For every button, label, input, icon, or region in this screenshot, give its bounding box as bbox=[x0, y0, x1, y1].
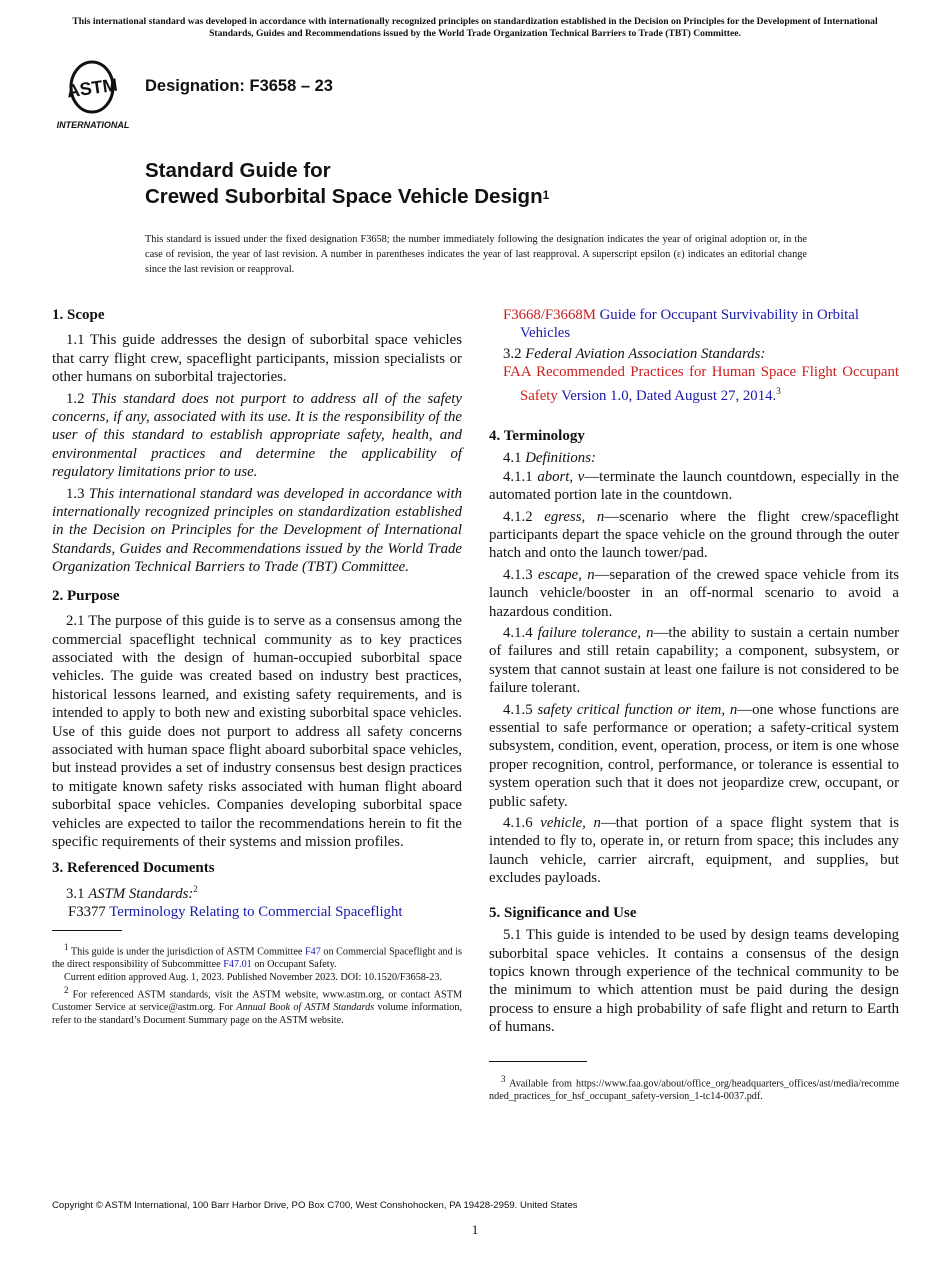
wto-notice: This international standard was developed in accordance with internationally recognized principles on standardization established in the Decision on Principles for the Development of International Standards, Guides and Recommendations issued by the World Trade Organization Technical Barriers to Trade (TBT) Committee. bbox=[72, 16, 878, 39]
svg-text:INTERNATIONAL: INTERNATIONAL bbox=[56, 120, 130, 130]
right-column bbox=[489, 306, 899, 1103]
footnote-rule bbox=[52, 930, 122, 931]
page-title bbox=[145, 158, 549, 210]
copyright-footer: Copyright © ASTM International, 100 Barr Harbor Drive, PO Box C700, West Conshohocken, PA 19428-2959. United States bbox=[52, 1200, 578, 1211]
term-safety-critical: 4.1.5 safety critical function or item, n—one whose functions are essential to safe performance or operation; a safety-critical system subsystem, condition, event, operation, process, or item is one whose proper recognition, control, performance, or tolerance is essential to system operation such that it does not jeopardize crew, occupant, or public safety. bbox=[489, 701, 900, 810]
title-line-2: Crewed Suborbital Space Vehicle Design$^1$ bbox=[145, 185, 550, 208]
edition-note: Current edition approved Aug. 1, 2023. Published November 2023. DOI: 10.1520/F3658-23. bbox=[64, 971, 443, 983]
purpose-heading: 2. Purpose bbox=[52, 587, 120, 604]
term-egress: 4.1.2 egress, n—scenario where the flight crew/spaceflight participants depart the space vehicle on the ground through the outer hatch and onto the launch tower/pad. bbox=[489, 508, 900, 562]
footnote-rule-right bbox=[489, 1061, 587, 1062]
term-vehicle: 4.1.6 vehicle, n—that portion of a space flight system that is intended to fly to, operate in, or return from space; this includes any launch vehicle, carrier aircraft, equipment, and supplies, but excludes payloads. bbox=[489, 815, 899, 887]
scope-1-1: 1.1 This guide addresses the design of suborbital space vehicles that carry flight crew, spaceflight participants, mission specialists or other humans on suborbital trajectories. bbox=[52, 332, 462, 386]
issuance-note: This standard is issued under the fixed designation F3658; the number immediately following the designation indicates the year of original adoption or, in the case of revision, the year of last revision. A number in parentheses indicates the year of last reapproval. A superscript epsilon (ε) indicates an editorial change since the last revision or reapproval. bbox=[145, 234, 807, 275]
term-escape: 4.1.3 escape, n—separation of the crewed space vehicle from its launch vehicle/booster in an off-normal scenario to avoid a hazardous condition. bbox=[489, 566, 899, 620]
scope-1-3: 1.3 This international standard was developed in accordance with internationally recognized principles on standardization established in the Decision on Principles for the Development of International Standards, Guides and Recommendations issued by the World Trade Organization Technical Barriers to Trade (TBT) Committee. bbox=[52, 485, 462, 576]
term-failure-tolerance: 4.1.4 failure tolerance, n—the ability to sustain a certain number of failures and still retain capability; a component, subsystem, or system that cannot sustain at least one failure is not considered to be failure tolerant. bbox=[489, 625, 899, 697]
page-number: 1 bbox=[471, 1222, 479, 1237]
svg-text:ASTM: ASTM bbox=[65, 74, 119, 102]
title-footnote-mark: 1 bbox=[542, 188, 550, 202]
faa-standards-label: 3.2 Federal Aviation Association Standards: bbox=[503, 345, 766, 362]
significance-5-1: 5.1 This guide is intended to be used by design teams developing suborbital space vehicles. It contains a consensus of the design topics known through experience of the technical community to be the minimum to which attention must be paid during the design process to ensure a high probability of safe flight and return to Earth of humans. bbox=[489, 927, 899, 1036]
title-line-1: Standard Guide for bbox=[145, 159, 331, 182]
scope-1-2: 1.2 This standard does not purport to address all of the safety concerns, if any, associated with its use. It is the responsibility of the user of this standard to establish appropriate safety, health, and environmental practices and determine the applicability of regulatory limitations prior to use. bbox=[52, 390, 462, 481]
ref-faa[interactable]: FAA Recommended Practices for Human Space Flight Occupant Safety Version 1.0, Dated August 27, 2014.$^3$ bbox=[503, 364, 899, 404]
astm-logo bbox=[52, 56, 136, 132]
footnote-2: $^2$ For referenced ASTM standards, visit the ASTM website, www.astm.org, or contact ASTM Customer Service at service@astm.org. For Annual Book of ASTM Standards volume information, refer to the standard’s Document Summary page on the ASTM website. bbox=[52, 984, 463, 1027]
definitions-label: 4.1 Definitions: bbox=[503, 450, 596, 467]
footnotes-right bbox=[489, 1073, 899, 1103]
astm-standards-label: 3.1 ASTM Standards:$^2$ bbox=[66, 883, 198, 902]
designation: Designation: F3658 – 23 bbox=[145, 77, 333, 95]
footnote-3: $^3$ Available from https://www.faa.gov/about/office_org/headquarters_offices/ast/media/recommended_practices_for_hsf_occupant_safety-version_1-tc14-0037.pdf. bbox=[489, 1073, 900, 1102]
ref-f3377[interactable]: F3377 Terminology Relating to Commercial Spaceflight bbox=[68, 904, 403, 921]
f47-01-link[interactable]: F47.01 bbox=[223, 958, 252, 970]
ref-f3668[interactable]: F3668/F3668M Guide for Occupant Survivability in Orbital Vehicles bbox=[503, 307, 859, 342]
purpose-2-1: 2.1 The purpose of this guide is to serve as a consensus among the commercial spaceflight technical community as to key practices associated with the design of human-occupied suborbital space vehicles. The guide was created based on industry best practices, historical lessons learned, and existing safety requirements, and is intended to apply to both new and existing suborbital space vehicles. Use of this guide does not purport to address all safety concerns associated with human space flight aboard suborbital space vehicles, but instead provides a set of industry consensus best design practices to mitigate known safety risks associated with human flight aboard suborbital space vehicles. Companies developing suborbital space vehicles are expected to tailor the recommendations herein to fit the specific requirements of their systems and mission profiles. bbox=[52, 613, 462, 850]
terminology-heading: 4. Terminology bbox=[489, 427, 585, 444]
referenced-heading: 3. Referenced Documents bbox=[52, 860, 215, 877]
f47-link[interactable]: F47 bbox=[304, 945, 321, 957]
scope-heading: 1. Scope bbox=[52, 307, 105, 323]
left-column bbox=[52, 306, 462, 1027]
significance-heading: 5. Significance and Use bbox=[489, 904, 637, 921]
term-abort: 4.1.1 abort, v—terminate the launch countdown, especially in the automated portion late in the countdown. bbox=[489, 468, 899, 504]
footnotes-left bbox=[52, 941, 462, 1028]
footnote-1: $^1$ This guide is under the jurisdiction of ASTM Committee F47 on Commercial Spaceflight and is the direct responsibility of Subcommittee F47.01 on Occupant Safety. bbox=[52, 941, 463, 970]
